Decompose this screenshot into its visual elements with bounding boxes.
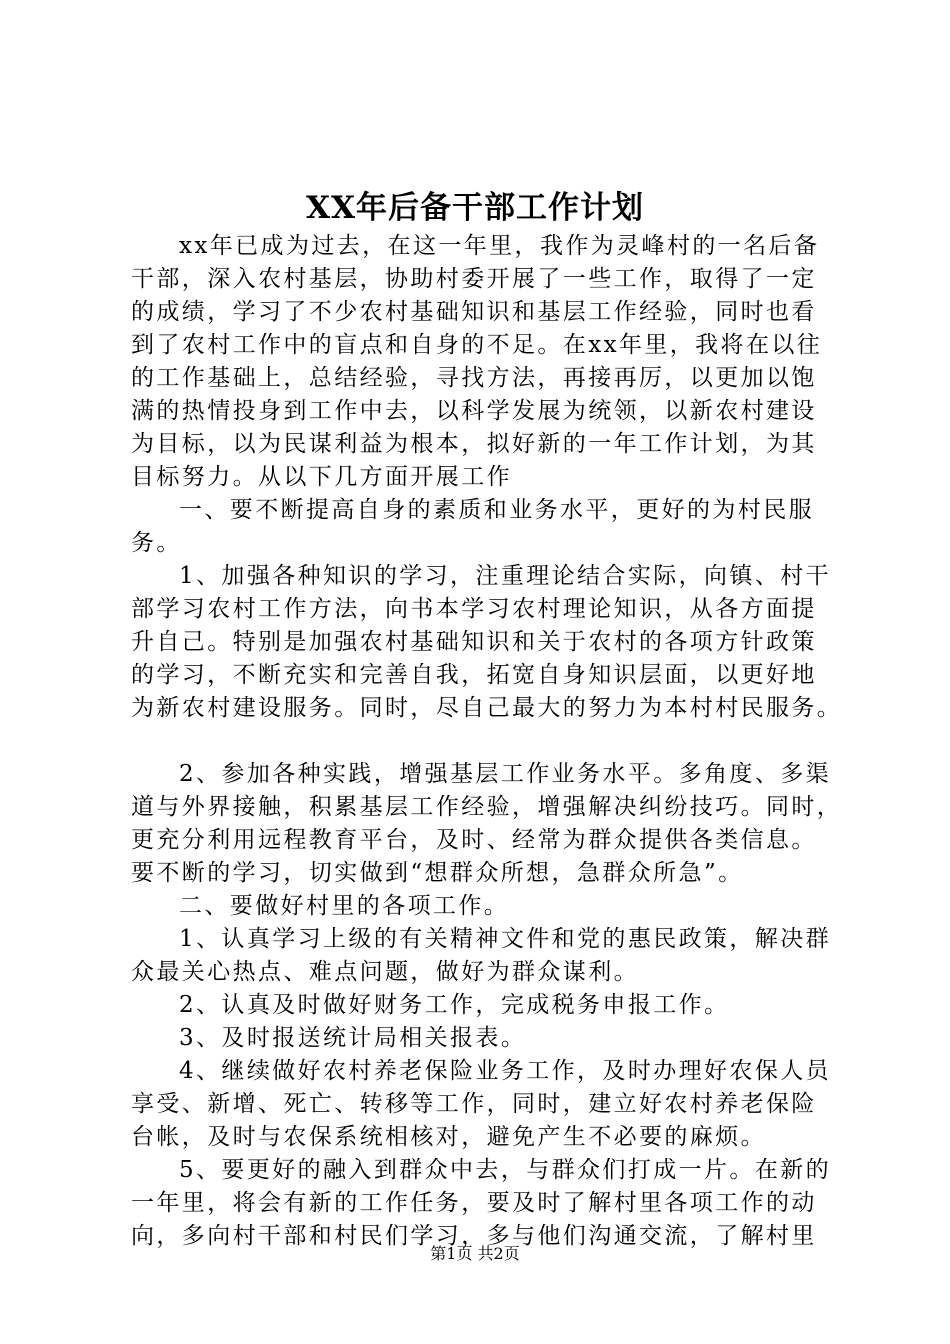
text-line: 的成绩，学习了不少农村基础知识和基层工作经验，同时也看 [131,299,817,325]
section-heading-1: 一、要不断提高自身的素质和业务水平，更好的为村民服 [179,497,814,523]
text-line: 到了农村工作中的盲点和自身的不足。在xx年里，我将在以往 [131,332,823,358]
text-line: 务。 [131,530,182,556]
text-line: 享受、新增、死亡、转移等工作，同时，建立好农村养老保险 [131,1091,817,1117]
text-line: 为目标，以为民谋利益为根本，拟好新的一年工作计划，为其 [131,431,817,457]
blank-line [131,725,843,758]
text-line: 的工作基础上，总结经验，寻找方法，再接再厉，以更加以饱 [131,365,817,391]
text-line: 升自己。特别是加强农村基础知识和关于农村的各项方针政策 [131,629,817,655]
text-line: 为新农村建设服务。同时，尽自己最大的努力为本村村民服务。 [131,695,843,721]
page-indicator: 第1页 共2页 [430,1244,520,1263]
text-line: 4、继续做好农村养老保险业务工作，及时办理好农保人员 [179,1058,832,1084]
text-line: 一年里，将会有新的工作任务，要及时了解村里各项工作的动 [131,1190,817,1216]
text-line: 2、参加各种实践，增强基层工作业务水平。多角度、多渠 [179,761,832,787]
text-line: 道与外界接触，积累基层工作经验，增强解决纠纷技巧。同时， [131,794,843,820]
text-line: 1、加强各种知识的学习，注重理论结合实际，向镇、村干 [179,563,832,589]
text-line: 目标努力。从以下几方面开展工作 [131,464,512,490]
text-line: 2、认真及时做好财务工作，完成税务申报工作。 [179,992,730,1018]
text-line: 1、认真学习上级的有关精神文件和党的惠民政策，解决群 [179,926,832,952]
text-line: 要不断的学习，切实做到“想群众所想，急群众所急”。 [131,860,744,886]
section-heading-2: 二、要做好村里的各项工作。 [179,893,510,919]
text-line: xx年已成为过去，在这一年里，我作为灵峰村的一名后备 [179,233,820,259]
text-line: 的学习，不断充实和完善自我，拓宽自身知识层面，以更好地 [131,662,817,688]
text-line: 干部，深入农村基层，协助村委开展了一些工作，取得了一定 [131,266,817,292]
document-body [131,230,843,1253]
text-line: 3、及时报送统计局相关报表。 [179,1025,527,1051]
text-line: 5、要更好的融入到群众中去，与群众们打成一片。在新的 [179,1157,832,1183]
document-title: XX年后备干部工作计划 [305,190,645,226]
text-line: 向，多向村干部和村民们学习，多与他们沟通交流，了解村里 [131,1223,817,1249]
text-line: 众最关心热点、难点问题，做好为群众谋利。 [131,959,639,985]
text-line: 台帐，及时与农保系统相核对，避免产生不必要的麻烦。 [131,1124,766,1150]
text-line: 满的热情投身到工作中去，以科学发展为统领，以新农村建设 [131,398,817,424]
text-line: 更充分利用远程教育平台，及时、经常为群众提供各类信息。 [131,827,817,853]
text-line: 部学习农村工作方法，向书本学习农村理论知识，从各方面提 [131,596,817,622]
